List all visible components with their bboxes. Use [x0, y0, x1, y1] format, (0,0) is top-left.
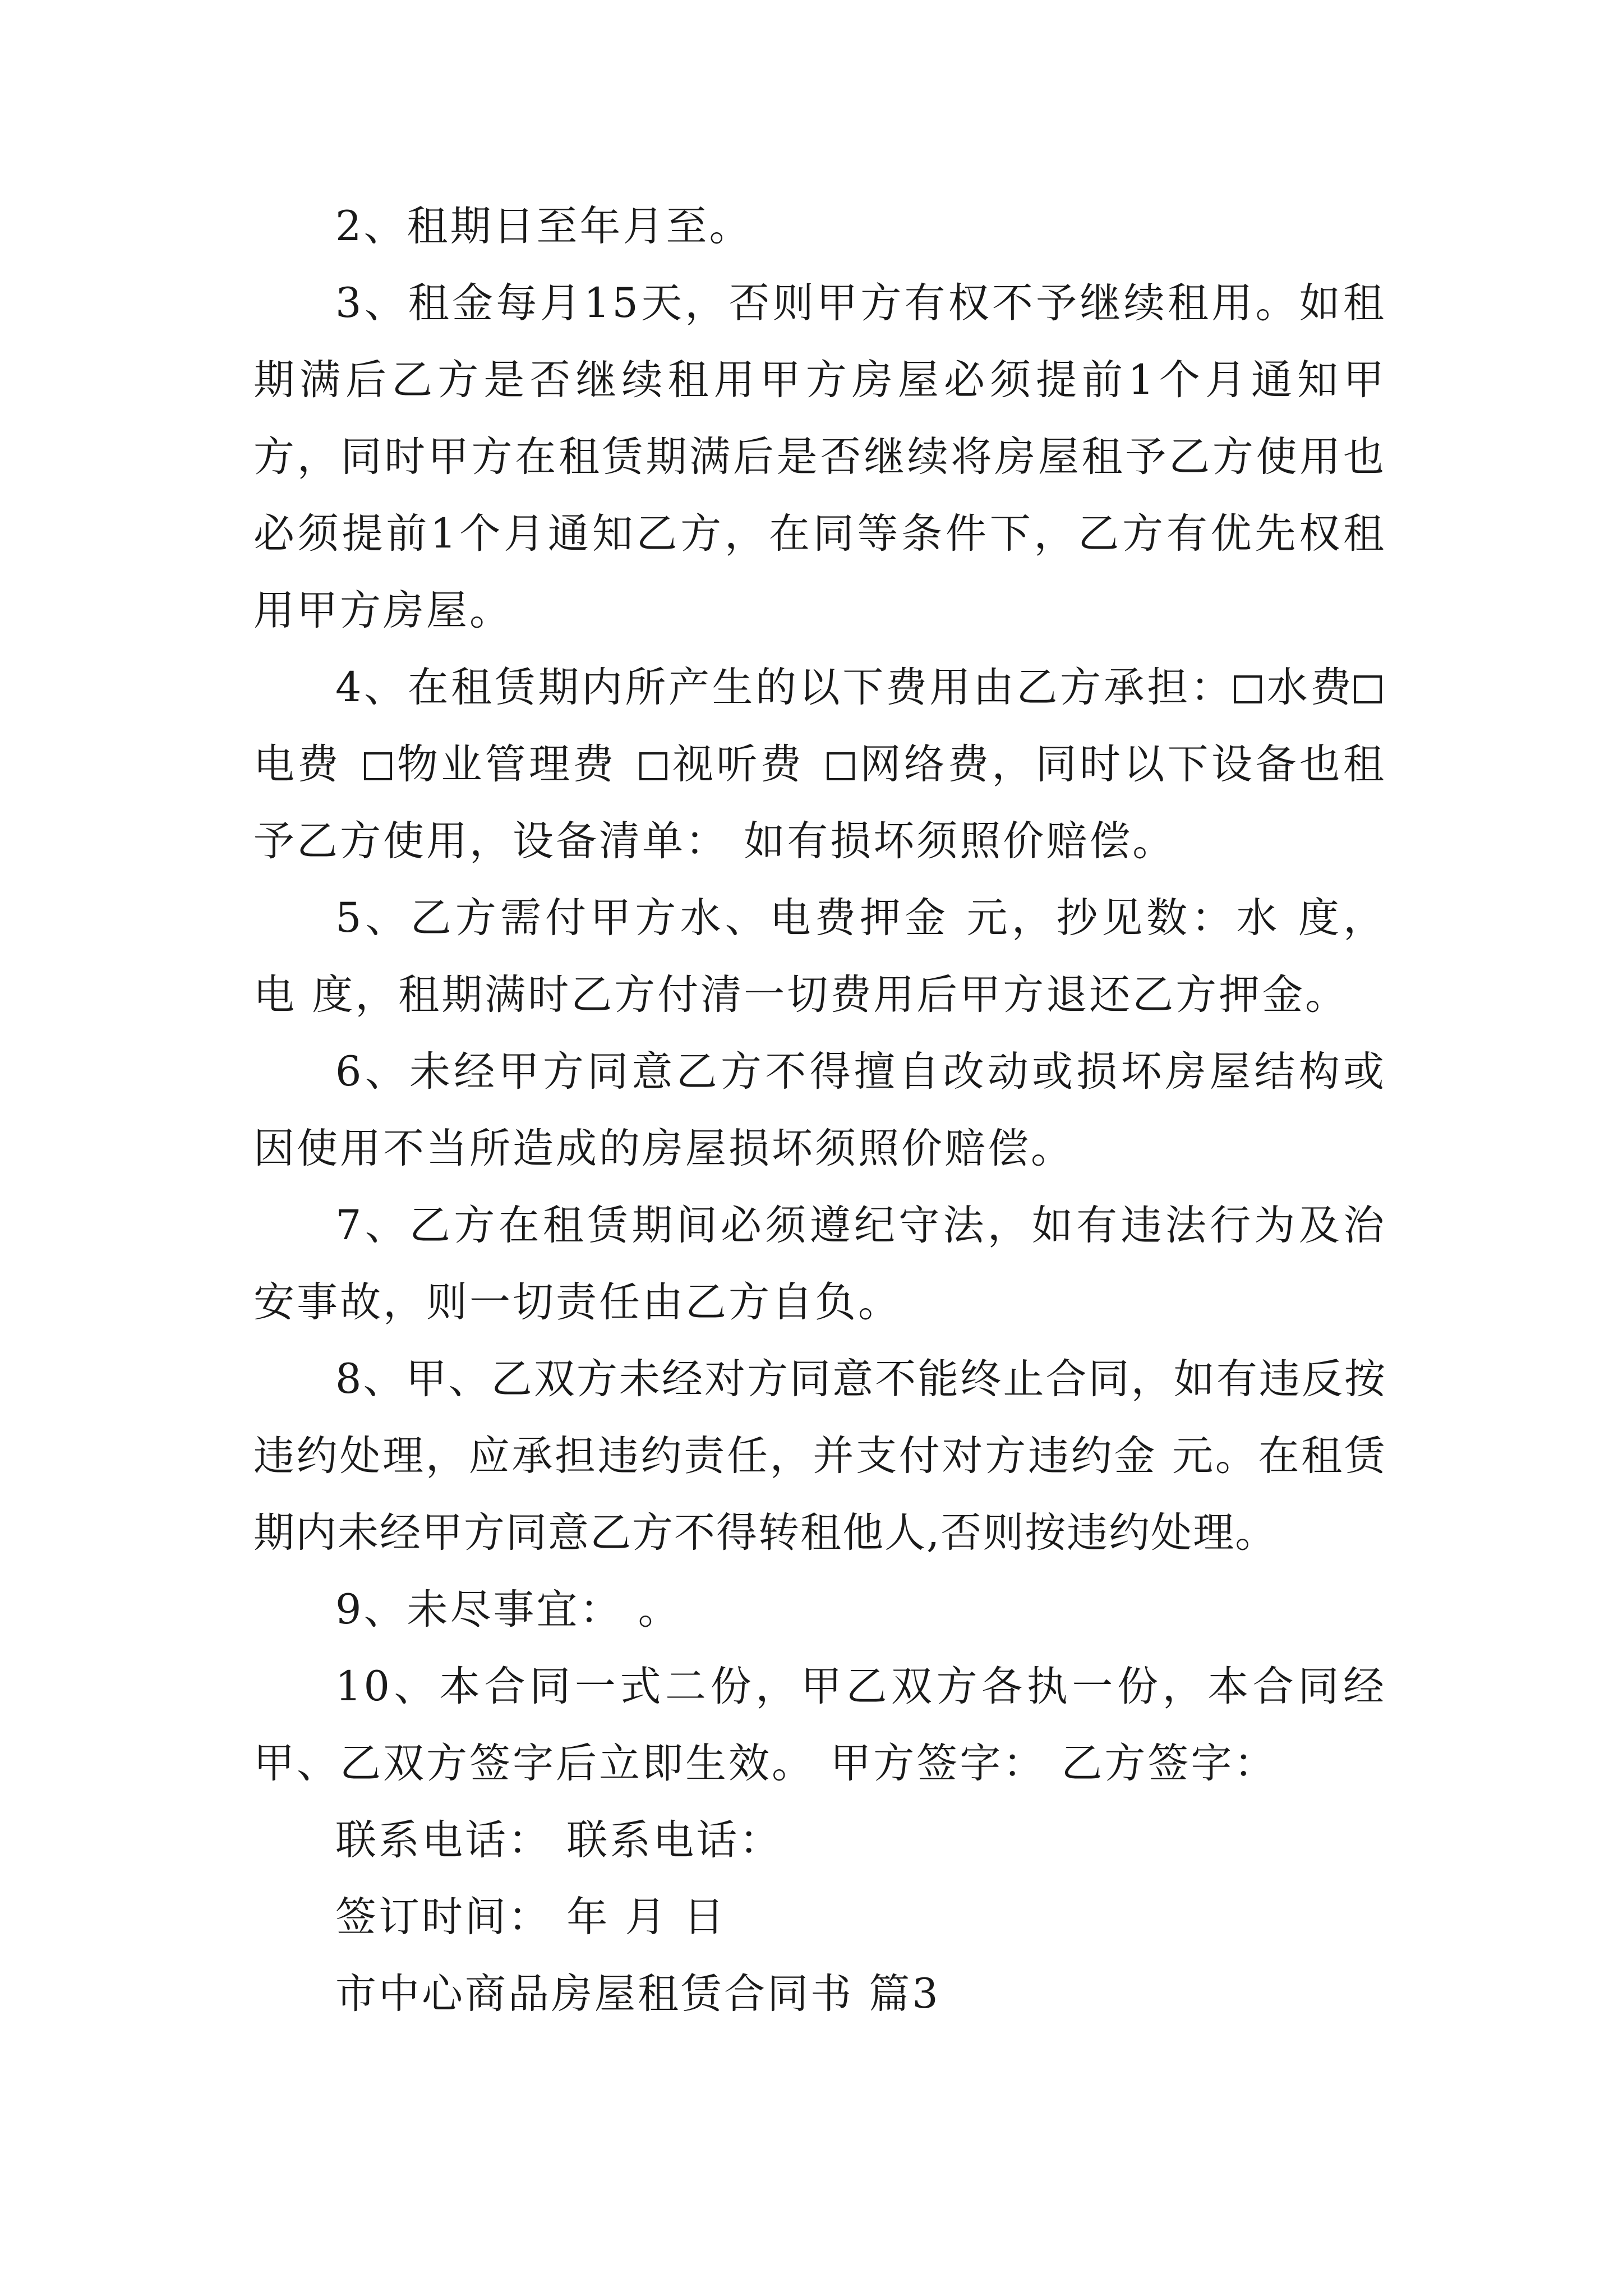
clause-10: 10、本合同一式二份，甲乙双方各执一份，本合同经甲、乙双方签字后立即生效。 甲方签字： 乙方签字： [253, 1663, 1386, 1787]
electricity-fee-checkbox[interactable] [1354, 675, 1382, 703]
clause-9: 9、未尽事宜： 。 [335, 1586, 681, 1634]
clause-6: 6、未经甲方同意乙方不得擅自改动或损坏房屋结构或因使用不当所造成的房屋损坏须照价赔偿。 [253, 1048, 1386, 1172]
property-fee-checkbox[interactable] [364, 752, 392, 780]
water-fee-label: 水费 [1266, 664, 1354, 711]
next-section-title: 市中心商品房屋租赁合同书 篇3 [335, 1970, 940, 2018]
clause-4-lead: 4、在租赁期内所产生的以下费用由乙方承担： [335, 664, 1234, 711]
clause-5: 5、乙方需付甲方水、电费押金 元，抄见数：水 度，电 度，租期满时乙方付清一切费用后甲方退还乙方押金。 [253, 894, 1386, 1019]
clause-7: 7、乙方在租赁期间必须遵纪守法，如有违法行为及治安事故，则一切责任由乙方自负。 [253, 1202, 1386, 1326]
property-fee-label: 物业管理费 [396, 740, 617, 788]
tv-fee-label: 视听费 [671, 740, 805, 788]
network-fee-label: 网络费，同时以下设备也租予乙方使用，设备清单： 如有损坏须照价赔偿。 [253, 740, 1387, 865]
tv-fee-checkbox[interactable] [639, 752, 667, 780]
contact-phone-line: 联系电话： 联系电话： [335, 1816, 783, 1864]
clause-8: 8、甲、乙双方未经对方同意不能终止合同，如有违反按违约处理，应承担违约责任，并支付对方违约金 元。在租赁期内未经甲方同意乙方不得转租他人,否则按违约处理。 [253, 1355, 1386, 1557]
electricity-fee-label: 电费 [253, 740, 342, 788]
clause-2: 2、租期日至年月至。 [335, 203, 753, 250]
clause-4 [253, 649, 1386, 880]
clause-3: 3、租金每月15天，否则甲方有权不予继续租用。如租期满后乙方是否继续租用甲方房屋必须提前1个月通知甲方，同时甲方在租赁期满后是否继续将房屋租予乙方使用也必须提前1个月通知乙方，在同等条件下，乙方有优先权租用甲方房屋。 [253, 279, 1386, 634]
water-fee-checkbox[interactable] [1234, 675, 1262, 703]
signing-date-line: 签订时间： 年 月 日 [335, 1893, 727, 1941]
network-fee-checkbox[interactable] [827, 752, 855, 780]
contract-text [253, 188, 1386, 2032]
